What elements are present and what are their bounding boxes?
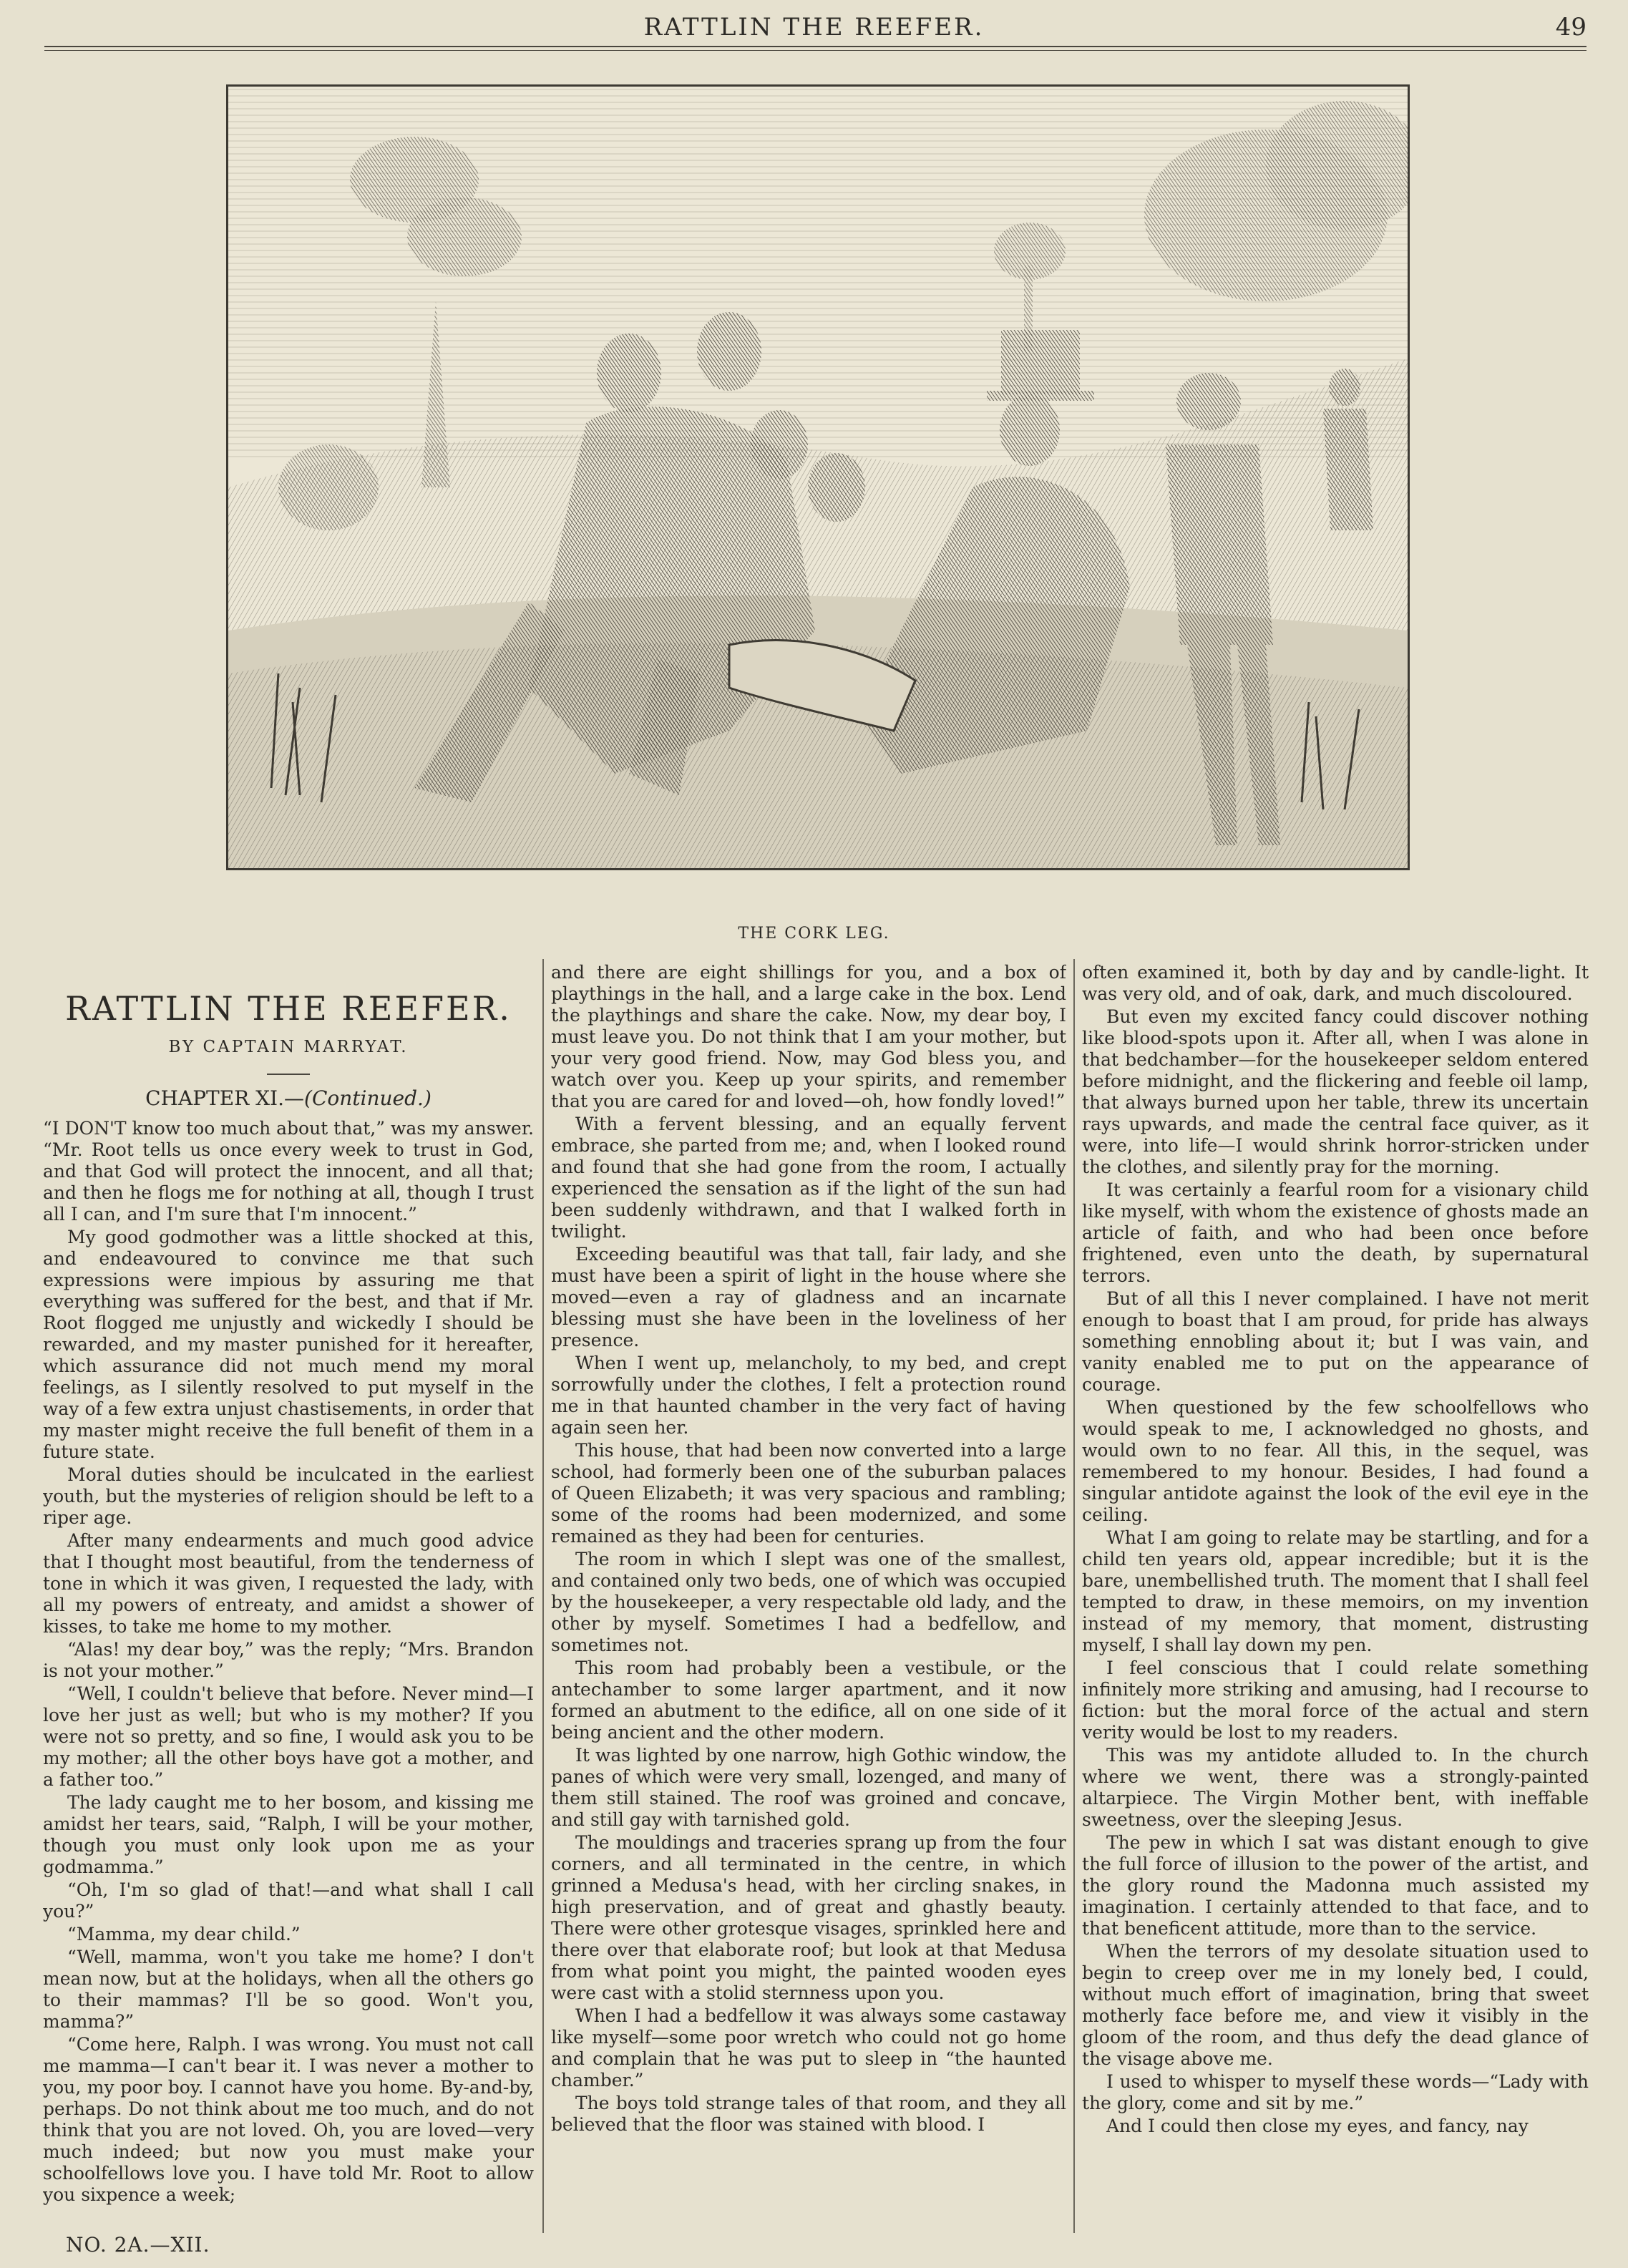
paragraph: This room had probably been a vestibule, or the antechamber to some larger apartment, and it now formed an abutment to the edifice, all on one side of it being ancient and the other modern. [551, 1658, 1066, 1743]
page-number: 49 [1555, 13, 1586, 42]
paragraph: When the terrors of my desolate situation used to begin to creep over me in my lonely bed, I could, without much effort of imagination, bring that sweet motherly face before me, and view it visibly in the gloom of the room, and thus defy the dead glance of the visage above me. [1082, 1941, 1589, 2069]
paragraph: My good godmother was a little shocked at this, and endeavoured to convince me that such expressions were impious by assuring me that everything was suffered for the best, and that if Mr. Root flogged me unjustly and wickedly I should be rewarded, and my master punished for it hereafter, which assurance did not much mend my moral feelings, as I silently resolved to put myself in the way of a few extra unjust chastisements, in order that my master might receive the full benefit of them in a future state. [43, 1227, 534, 1462]
column-3 [1082, 962, 1589, 2229]
paragraph: But of all this I never complained. I have not merit enough to boast that I am proud, for pride has always something ennobling about it; but I was vain, and vanity enabled me to put on the appearance of courage. [1082, 1288, 1589, 1395]
paragraph: The pew in which I sat was distant enough to give the full force of illusion to the power of the artist, and the glory round the Madonna much assisted my imagination. I certainly attended to that face, and to that beneficent attitude, more than to the service. [1082, 1832, 1589, 1939]
paragraph: This house, that had been now converted into a large school, had formerly been one of the suburban palaces of Queen Elizabeth; it was very spacious and rambling; some of the rooms had been modernized, and some remained as they had been for centuries. [551, 1440, 1066, 1547]
paragraph: The room in which I slept was one of the smallest, and contained only two beds, one of which was occupied by the housekeeper, a very respectable old lady, and the other by myself. Sometimes I had a bedfellow, and sometimes not. [551, 1549, 1066, 1655]
engraving-drawing [228, 87, 1408, 868]
paragraph: “Well, mamma, won't you take me home? I don't mean now, but at the holidays, when all the others go to their mammas? I'll be so good. Won't you, mamma?” [43, 1947, 534, 2032]
paragraph: Moral duties should be inculcated in the earliest youth, but the mysteries of religion should be left to a riper age. [43, 1464, 534, 1528]
paragraph: Exceeding beautiful was that tall, fair lady, and she must have been a spirit of light in the house where she moved—even a ray of gladness and an incarnate blessing must she have been in the loveliness of her presence. [551, 1244, 1066, 1350]
paragraph: When I had a bedfellow it was always some castaway like myself—some poor wretch who could not go home and complain that he was put to sleep in “the haunted chamber.” [551, 2005, 1066, 2091]
paragraph: “Alas! my dear boy,” was the reply; “Mrs. Brandon is not your mother.” [43, 1639, 534, 1681]
chapter-note: (Continued.) [304, 1086, 432, 1110]
byline: BY CAPTAIN MARRYAT. [168, 1038, 409, 1056]
running-title: RATTLIN THE REEFER. [643, 13, 985, 42]
column-1 [43, 962, 534, 2229]
paragraph: When I went up, melancholy, to my bed, and crept sorrowfully under the clothes, I felt a protection round me in that haunted chamber in the very fact of having again seen her. [551, 1353, 1066, 1438]
paragraph: It was certainly a fearful room for a visionary child like myself, with whom the existence of ghosts made an article of faith, and who had been once before frightened, even unto the death, by supernatural terrors. [1082, 1179, 1589, 1286]
illustration-caption: THE CORK LEG. [738, 925, 890, 943]
paragraph: And I could then close my eyes, and fancy, nay [1106, 2116, 1529, 2136]
paragraph: It was lighted by one narrow, high Gothic window, the panes of which were very small, lozenged, and many of them still stained. The roof was groined and concave, and still gay with tarnished gold. [551, 1745, 1066, 1830]
paragraph: What I am going to relate may be startling, and for a child ten years old, appear incredible; but it is the bare, unembellished truth. The moment that I shall feel tempted to draw, in these memoirs, on my invention instead of my memory, that moment, distrusting myself, I shall lay down my pen. [1082, 1527, 1589, 1655]
paragraph: “Mamma, my dear child.” [67, 1924, 301, 1945]
paragraph: When questioned by the few schoolfellows who would speak to me, I acknowledged no ghosts, and would own to no fear. All this, in the sequel, was remembered to my honour. Besides, I had found a singular antidote against the look of the evil eye in the ceiling. [1082, 1397, 1589, 1525]
column-divider [1073, 959, 1075, 2233]
column-divider [542, 959, 544, 2233]
paragraph: “Well, I couldn't believe that before. Never mind—I love her just as well; but who is my mother? If you were not so pretty, and so fine, I would ask you to be my mother; all the other boys have got a mother, and a father too.” [43, 1683, 534, 1790]
paragraph: The mouldings and traceries sprang up from the four corners, and all terminated in the centre, in which grinned a Medusa's head, with her circling snakes, in high preservation, and of great and ghastly beauty. There were other grotesque visages, sprinkled here and there over that elaborate roof; but look at that Medusa from what point you might, the painted wooden eyes were cast with a stolid sternness upon you. [551, 1832, 1066, 2003]
paragraph: and there are eight shillings for you, and a box of playthings in the hall, and a large cake in the box. Lend the playthings and share the cake. Now, my dear boy, I must leave you. Do not think that I am your mother, but your very good friend. Now, may God bless you, and watch over you. Keep up your spirits, and remember that you are cared for and loved—oh, how fondly loved!” [551, 962, 1066, 1111]
paragraph: I used to whisper to myself these words—“Lady with the glory, come and sit by me.” [1082, 2071, 1589, 2113]
paragraph: “I DON'T know too much about that,” was my answer. “Mr. Root tells us once every week to trust in God, and that God will protect the innocent, and all that; and then he flogs me for nothing at all, though I trust all I can, and I'm sure that I'm innocent.” [43, 1118, 534, 1225]
paragraph: I feel conscious that I could relate something infinitely more striking and amusing, had I recourse to fiction: but the moral force of the actual and stern verity would be lost to my readers. [1082, 1658, 1589, 1743]
paragraph: This was my antidote alluded to. In the church where we went, there was a strongly-painted altarpiece. The Virgin Mother bent, with ineffable sweetness, over the sleeping Jesus. [1082, 1745, 1589, 1830]
paragraph: After many endearments and much good advice that I thought most beautiful, from the tenderness of tone in which it was given, I requested the lady, with all my powers of entreaty, and amidst a shower of kisses, to take me home to my mother. [43, 1530, 534, 1637]
title-rule [267, 1074, 310, 1075]
paragraph: The lady caught me to her bosom, and kissing me amidst her tears, said, “Ralph, I will be your mother, though you must only look upon me as your godmamma.” [43, 1792, 534, 1877]
paragraph: “Come here, Ralph. I was wrong. You must not call me mamma—I can't bear it. I was never a mother to you, my poor boy. I cannot have you home. By-and-by, perhaps. Do not think about me too much, and do not think that you are not loved. Oh, you are loved—very much indeed; but now you must make your schoolfellows love you. I have told Mr. Root to allow you sixpence a week; [43, 2034, 534, 2205]
paragraph: often examined it, both by day and by candle-light. It was very old, and of oak, dark, and much discoloured. [1082, 962, 1589, 1004]
paragraph: “Oh, I'm so glad of that!—and what shall I call you?” [43, 1879, 534, 1922]
paragraph: The boys told strange tales of that room, and they all believed that the floor was stained with blood. I [551, 2093, 1066, 2135]
paragraph: With a fervent blessing, and an equally fervent embrace, she parted from me; and, when I looked round and found that she had gone from the room, I actually experienced the sensation as if the light of the sun had been suddenly withdrawn, and that I walked forth in twilight. [551, 1114, 1066, 1242]
chapter-heading [43, 1088, 534, 1109]
chapter-number: CHAPTER XI.— [145, 1086, 305, 1110]
signature-mark: NO. 2A.—XII. [66, 2233, 210, 2257]
header-rule-thin [44, 50, 1586, 51]
column-2 [551, 962, 1066, 2229]
header-rule [44, 46, 1586, 47]
paragraph: But even my excited fancy could discover nothing like blood-spots upon it. After all, when I was alone in that bedchamber—for the housekeeper seldom entered before midnight, and the flickering and feeble oil lamp, that always burned upon her table, threw its uncertain rays upwards, and made the central face quiver, as it were, into life—I would shrink horror-stricken under the clothes, and silently pray for the morning. [1082, 1006, 1589, 1177]
story-title: RATTLIN THE REEFER. [65, 989, 512, 1028]
engraving-illustration [226, 84, 1410, 870]
